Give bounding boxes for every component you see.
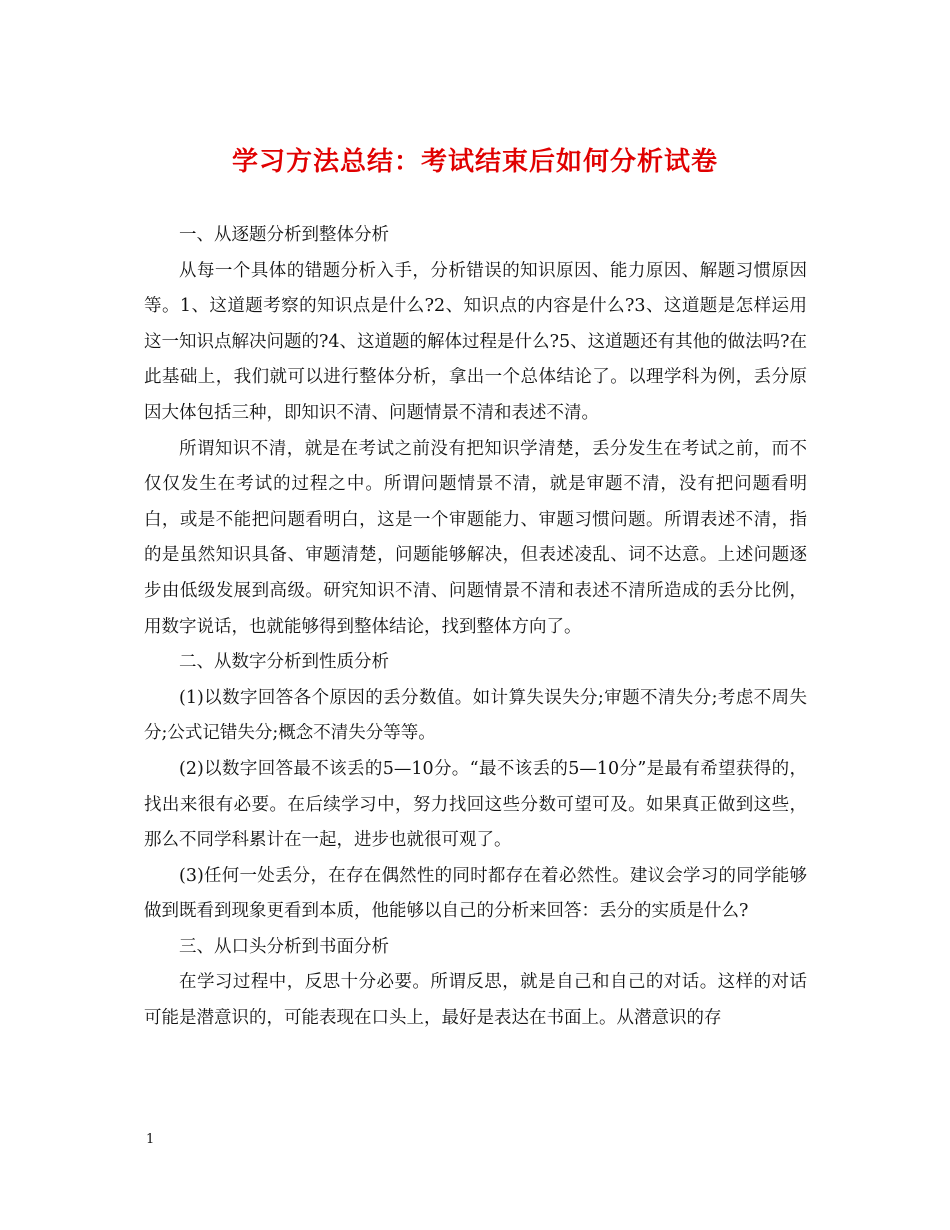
section-heading-2: 二、从数字分析到性质分析 <box>179 652 389 673</box>
paragraph: (2)以数字回答最不该丢的5—10分。“最不该丢的5—10分”是最有希望获得的，找出来很有必要。在后续学习中，努力找回这些分数可望可及。如果真正做到这些，那么不同学科累计在一起，进步也就很可观了。 <box>144 758 807 851</box>
document-title: 学习方法总结：考试结束后如何分析试卷 <box>231 147 718 177</box>
document-body <box>144 218 807 1037</box>
section-heading-1: 一、从逐题分析到整体分析 <box>179 225 389 245</box>
paragraph: 从每一个具体的错题分析入手，分析错误的知识原因、能力原因、解题习惯原因等。1、这道题考察的知识点是什么?2、知识点的内容是什么?3、这道题是怎样运用这一知识点解决问题的?4、这道题的解体过程是什么?5、这道题还有其他的做法吗?在此基础上，我们就可以进行整体分析，拿出一个总体结论了。以理学科为例，丢分原因大体包括三种，即知识不清、问题情景不清和表述不清。 <box>144 260 807 423</box>
paragraph: (3)任何一处丢分，在存在偶然性的同时都存在着必然性。建议会学习的同学能够做到既看到现象更看到本质，他能够以自己的分析来回答：丢分的实质是什么? <box>144 865 807 922</box>
paragraph: 在学习过程中，反思十分必要。所谓反思，就是自己和自己的对话。这样的对话可能是潜意识的，可能表现在口头上，最好是表达在书面上。从潜意识的存 <box>144 972 807 1029</box>
paragraph: (1)以数字回答各个原因的丢分数值。如计算失误失分;审题不清失分;考虑不周失分;公式记错失分;概念不清失分等等。 <box>144 687 807 744</box>
section-heading-3: 三、从口头分析到书面分析 <box>179 936 389 957</box>
paragraph: 所谓知识不清，就是在考试之前没有把知识学清楚，丢分发生在考试之前，而不仅仅发生在考试的过程之中。所谓问题情景不清，就是审题不清，没有把问题看明白，或是不能把问题看明白，这是一个审题能力、审题习惯问题。所谓表述不清，指的是虽然知识具备、审题清楚，问题能够解决，但表述凌乱、词不达意。上述问题逐步由低级发展到高级。研究知识不清、问题情景不清和表述不清所造成的丢分比例，用数字说话，也就能够得到整体结论，找到整体方向了。 <box>144 438 807 637</box>
page-number: 1 <box>146 1132 155 1147</box>
